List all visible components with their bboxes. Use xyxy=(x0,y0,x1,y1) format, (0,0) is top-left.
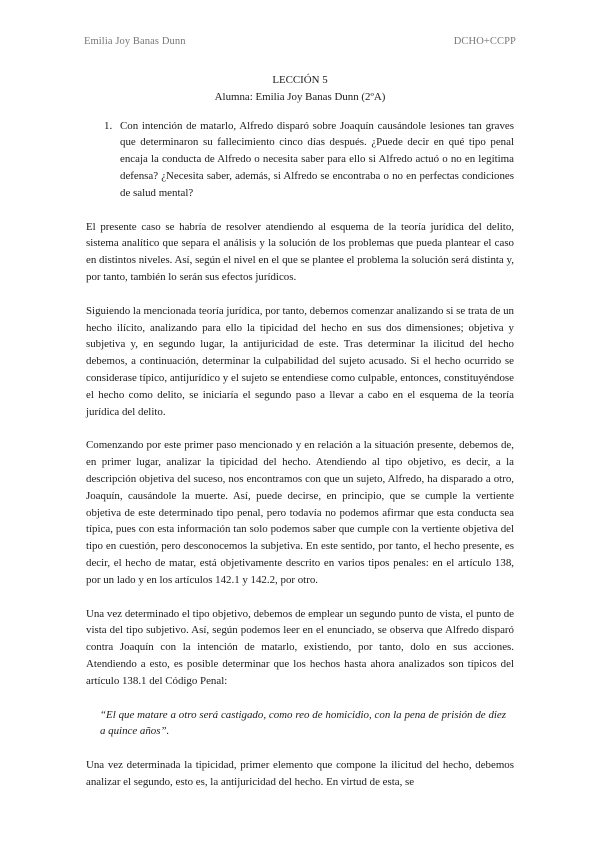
legal-quote: “El que matare a otro será castigado, como reo de homicidio, con la pena de prisión de diez a quince años”. xyxy=(100,708,506,738)
paragraph-antijuricidad: Una vez determinada la tipicidad, primer elemento que compone la ilicitud del hecho, debemos analizar el segundo, esto es, la antijuricidad del hecho. En virtud de esta, se xyxy=(86,759,514,788)
document-body xyxy=(86,72,514,791)
question-number: 1. xyxy=(104,119,113,132)
paragraph-theory: Siguiendo la mencionada teoría jurídica, por tanto, debemos comenzar analizando si se trata de un hecho ilícito, analizando para ello la tipicidad del hecho en sus dos dimensiones; objetiva y subjetiva y, en segundo lugar, la antijuricidad de este. Tras determinar la ilicitud del hecho debemos, a continuación, determinar la culpabilidad del sujeto acusado. Si el hecho ocurrido se considerase típico, antijurídico y el sujeto se entendiese como culpable, entonces, constituyéndose el hecho como delito, se iniciaría el segundo paso a llevar a cabo en el esquema de la teoría jurídica del delito. xyxy=(86,304,514,418)
question-text: Con intención de matarlo, Alfredo disparó sobre Joaquín causándole lesiones tan graves que determinaron su fallecimiento cinco días después. ¿Puede decir en qué tipo penal encaja la conducta de Alfredo o necesita saber para ello si Alfredo actuó o no en legítima defensa? ¿Necesita saber, además, si Alfredo se encontraba o no en perfectas condiciones de salud mental? xyxy=(120,119,514,199)
paragraph-intro: El presente caso se habría de resolver atendiendo al esquema de la teoría jurídica del delito, sistema analítico que separa el análisis y la solución de los problemas que pueda plantear el caso en distintos niveles. Así, según el nivel en el que se plantee el problema la solución será distinta y, por tanto, también lo serán sus efectos jurídicos. xyxy=(86,220,514,283)
header-course: DCHO+CCPP xyxy=(453,36,516,47)
lesson-title: LECCIÓN 5 xyxy=(272,74,328,86)
paragraph-objective-type: Comenzando por este primer paso mencionado y en relación a la situación presente, debemos de, en primer lugar, analizar la tipicidad del hecho. Atendiendo al tipo objetivo, es decir, a la descripción objetiva del suceso, nos encontramos con que un sujeto, Alfredo, ha disparado a otro, Joaquín, causándole la muerte. Así, puede decirse, en principio, que se cumple la vertiente objetiva de este determinado tipo penal, pero todavía no podemos afirmar que esta conducta sea típica, pues con esta información tan solo podemos saber que cumple con la vertiente objetiva del tipo en cuestión, pero desconocemos la subjetiva. En este sentido, por tanto, el hecho presente, es decir, el hecho de matar, está objetivamente descrito en varios tipos penales: en el artículo 138, por un lado y en los artículos 142.1 y 142.2, por otro. xyxy=(86,439,514,586)
question-item xyxy=(86,118,514,202)
paragraph-subjective-type: Una vez determinado el tipo objetivo, debemos de emplear un segundo punto de vista, el punto de vista del tipo subjetivo. Así, según podemos leer en el enunciado, se observa que Alfredo disparó contra Joaquín con la intención de matarlo, existiendo, por tanto, dolo en sus acciones. Atendiendo a esto, es posible determinar que los hechos hasta ahora analizados son típicos del artículo 138.1 del Código Penal: xyxy=(86,607,514,687)
header-author: Emilia Joy Banas Dunn xyxy=(84,36,186,47)
student-subtitle: Alumna: Emilia Joy Banas Dunn (2ºA) xyxy=(214,90,386,103)
